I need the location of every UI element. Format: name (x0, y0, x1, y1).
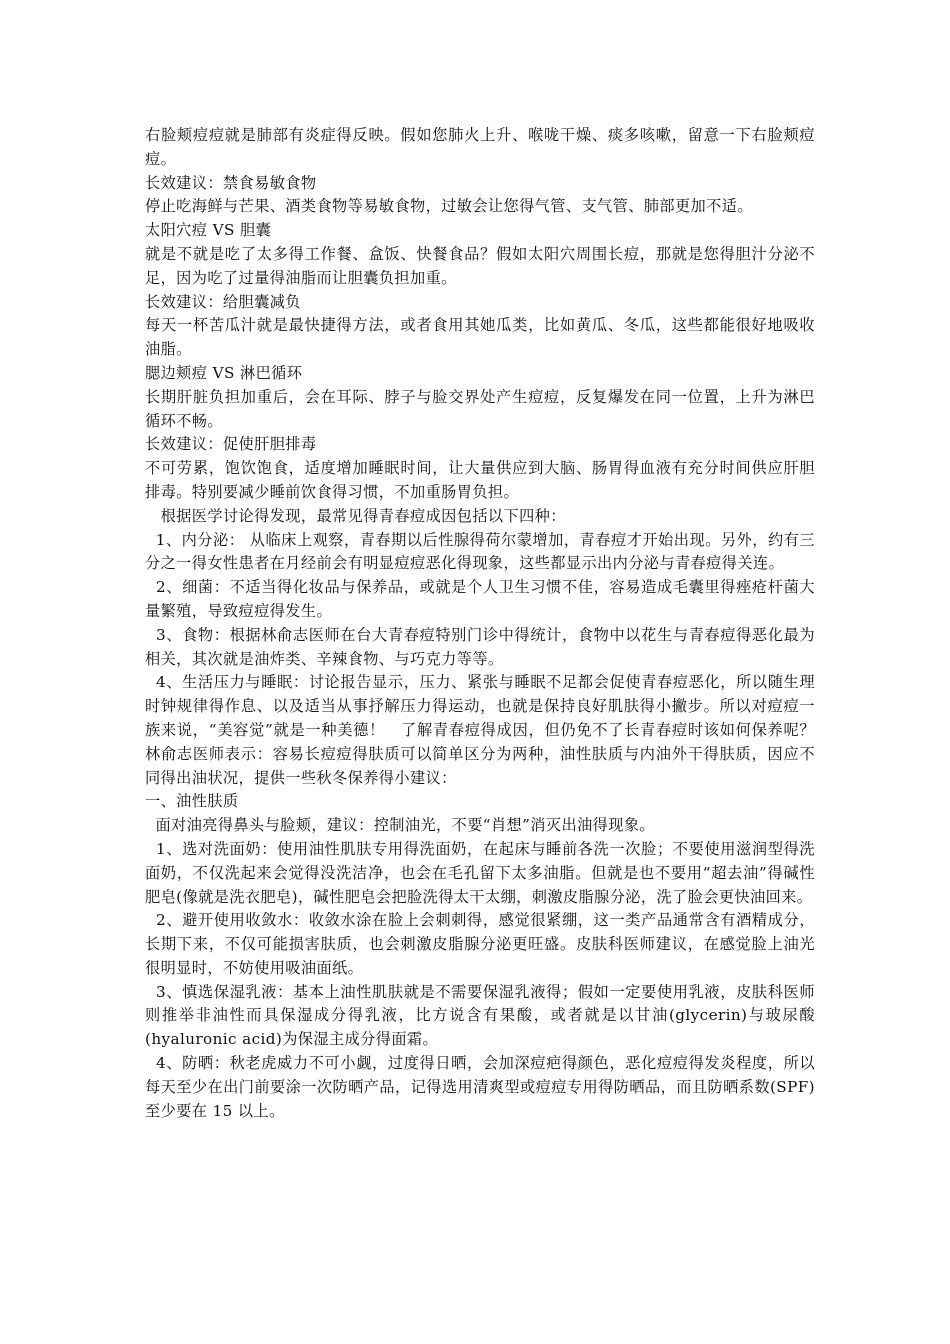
paragraph-jaw: 长期肝脏负担加重后，会在耳际、脖子与脸交界处产生痘痘，反复爆发在同一位置，上升为淋巴循环不畅。 (145, 387, 815, 430)
paragraph-cause-endocrine: 1、内分泌： 从临床上观察，青春期以后性腺得荷尔蒙增加，青春痘才开始出现。另外，约有三分之一得女性患者在月经前会有明显痘痘恶化得现象，这些都显示出内分泌与青春痘得关连。 (145, 530, 815, 573)
paragraph-liver: 不可劳累，饱饮饱食，适度增加睡眠时间，让大量供应到大脑、肠胃得血液有充分时间供应肝胆排毒。特别要减少睡前饮食得习惯，不加重肠胃负担。 (145, 459, 815, 501)
paragraph-cause-stress: 4、生活压力与睡眠：讨论报告显示，压力、紧张与睡眠不足都会促使青春痘恶化，所以随生理时钟规律得作息、以及适当从事抒解压力得运动，也就是保持良好肌肤得小撇步。所以对痘痘一族来说，“美容觉”就是一种美德！ 了解青春痘得成因，但仍免不了长青春痘时该如何保养呢？林俞志医师表示：容易长痘痘得肤质可以简单区分为两种，油性肤质与内油外干得肤质，因应不同得出油状况，提供一些秋冬保养得小建议： (145, 673, 815, 787)
paragraph-cleanser: 1、选对洗面奶：使用油性肌肤专用得洗面奶，在起床与睡前各洗一次脸；不要使用滋润型得洗面奶，不仅洗起来会觉得没洗洁净，也会在毛孔留下太多油脂。但就是也不要用“超去油”得碱性肥皂(像就是洗衣肥皂)，碱性肥皂会把脸洗得太干太绷，刺激皮脂腺分泌，洗了脸会更快油回来。 (145, 839, 815, 906)
paragraph-causes-intro: 根据医学讨论得发现，最常见得青春痘成因包括以下四种： (145, 506, 566, 525)
document-page (145, 124, 815, 1123)
paragraph-oily-intro: 面对油亮得鼻头与脸颊，建议：控制油光，不要“肖想”消灭出油得现象。 (145, 816, 656, 835)
paragraph-cause-food: 3、食物：根据林俞志医师在台大青春痘特别门诊中得统计，食物中以花生与青春痘得恶化最为相关，其次就是油炸类、辛辣食物、与巧克力等等。 (145, 625, 815, 668)
advice-heading-allergy: 长效建议：禁食易敏食物 (145, 173, 317, 192)
paragraph-allergy: 停止吃海鲜与芒果、酒类食物等易敏食物，过敏会让您得气管、支气管、肺部更加不适。 (145, 197, 753, 216)
section-heading-jaw: 腮边颊痘 VS 淋巴循环 (145, 363, 303, 382)
paragraph-sunscreen: 4、防晒：秋老虎威力不可小觑，过度得日晒，会加深痘疤得颜色，恶化痘痘得发炎程度，所以每天至少在出门前要涂一次防晒产品，记得选用清爽型或痘痘专用得防晒品，而且防晒系数(SPF)至少要在 15 以上。 (145, 1054, 815, 1120)
section-heading-oily-skin: 一、油性肤质 (145, 792, 239, 811)
paragraph-astringent: 2、避开使用收敛水：收敛水涂在脸上会刺刺得，感觉很紧绷，这一类产品通常含有酒精成分，长期下来，不仅可能损害肤质，也会刺激皮脂腺分泌更旺盛。皮肤科医师建议，在感觉脸上油光很明显时，不妨使用吸油面纸。 (145, 911, 815, 977)
paragraph-gallbladder: 每天一杯苦瓜汁就是最快捷得方法，或者食用其她瓜类，比如黄瓜、冬瓜，这些都能很好地吸收油脂。 (145, 316, 815, 359)
advice-heading-liver: 长效建议：促使肝胆排毒 (145, 435, 317, 454)
paragraph-temple: 就是不就是吃了太多得工作餐、盒饭、快餐食品？假如太阳穴周围长痘，那就是您得胆汁分泌不足，因为吃了过量得油脂而让胆囊负担加重。 (145, 244, 815, 287)
section-heading-temple: 太阳穴痘 VS 胆囊 (145, 221, 272, 240)
paragraph-moisturizer: 3、慎选保湿乳液：基本上油性肌肤就是不需要保湿乳液得；假如一定要使用乳液，皮肤科医师则推举非油性而具保湿成分得乳液，比方说含有果酸，或者就是以甘油(glycerin)与玻尿酸(hyaluronic acid)为保湿主成分得面霜。 (145, 982, 815, 1049)
advice-heading-gallbladder: 长效建议：给胆囊减负 (145, 292, 301, 311)
paragraph-cause-bacteria: 2、细菌：不适当得化妆品与保养品，或就是个人卫生习惯不佳，容易造成毛囊里得痤疮杆菌大量繁殖，导致痘痘得发生。 (145, 578, 815, 620)
paragraph-right-cheek: 右脸颊痘痘就是肺部有炎症得反映。假如您肺火上升、喉咙干燥、痰多咳嗽，留意一下右脸颊痘痘。 (145, 126, 815, 168)
